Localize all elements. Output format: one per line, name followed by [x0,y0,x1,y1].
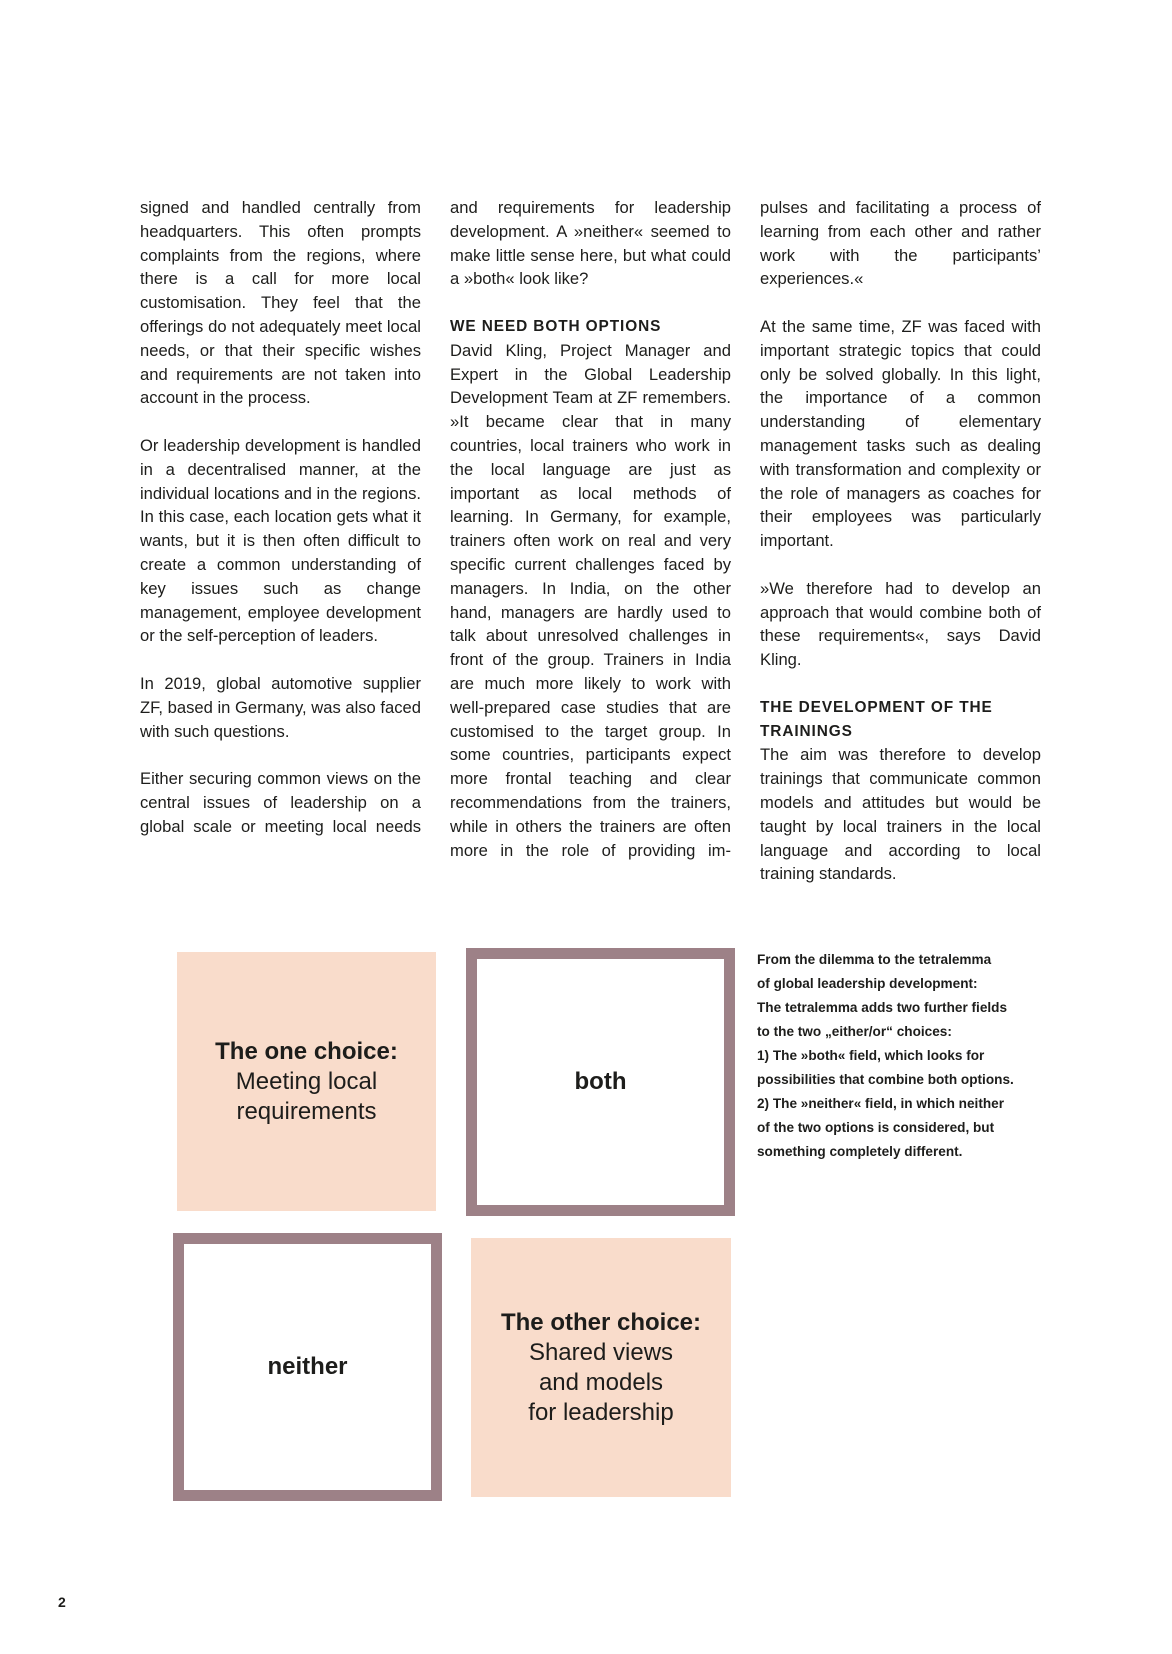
paragraph: In 2019, global automotive supplier ZF, based in Germany, was also faced with such questions. [140,673,421,741]
other-choice-content [471,1308,731,1428]
caption-line: possibilities that combine both options. [757,1072,1014,1087]
text-column-1 [140,196,421,886]
caption-line: to the two „either/or“ choices: [757,1024,952,1039]
caption-line: The tetralemma adds two further fields [757,1000,1008,1015]
other-choice-box [471,1238,731,1497]
diagram-caption [757,948,1037,1164]
text-column-2 [450,196,731,886]
article-columns [140,196,1042,886]
one-choice-content [177,1037,436,1127]
neither-box [173,1233,442,1501]
text-column-3 [760,196,1041,886]
caption-line: From the dilemma to the tetralemma [757,952,992,967]
both-label: both [574,1068,627,1095]
other-choice-text: for leadership [528,1398,674,1426]
section-heading: WE NEED BOTH OPTIONS [450,317,662,335]
other-choice-title: The other choice: [500,1308,702,1336]
caption-line: 1) The »both« field, which looks for [757,1048,985,1063]
paragraph: At the same time, ZF was faced with important strategic topics that could only be solved globally. In this light, the importance of a common understanding of elementary management tasks such as dealing with transformation and complexity or the role of managers as coaches for their employees was particularly important. [760,316,1041,551]
other-choice-text: and models [538,1368,664,1396]
paragraph: Or leadership development is handled in a decentralised manner, at the individual locations and in the regions. In this case, each location gets what it wants, but it is then often difficult to create a common understanding of key issues such as change management, employee development or the self-perception of leaders. [140,435,421,646]
caption-line: of global leadership development: [757,976,978,991]
paragraph: signed and handled centrally from headquarters. This often prompts complaints from the regions, where there is a call for more local customisation. They feel that the offerings do not adequately meet local needs, or that their specific wishes and requirements are not taken into account in the process. [140,198,421,408]
one-choice-text: requirements [236,1097,377,1125]
both-box [466,948,735,1216]
neither-label: neither [267,1353,348,1380]
paragraph: »We therefore had to develop an approach that would combine both of these requirements«, says David Kling. [760,578,1041,670]
other-choice-text: Shared views [528,1338,674,1366]
caption-line: 2) The »neither« field, in which neither [757,1096,1004,1111]
one-choice-box [177,952,436,1211]
section-heading: THE DEVELOPMENT OF THE TRAININGS [760,698,993,740]
paragraph: David Kling, Project Manager and Expert in the Global Leadership Development Team at ZF remembers. »It became clear that in many countries, local trainers who work in the local language are just as important as local methods of learning. In Germany, for example, trainers often work on real and very specific current challenges faced by managers. In India, on the other hand, managers are hardly used to talk about unresolved challenges in front of the group. Trainers in India are much more likely to work with well-prepared case studies that are customised to the target group. In some countries, participants expect more frontal teaching and clear recommendations from the trainers, while in others the trainers are often more in the role of providing im- [450,340,731,860]
one-choice-text: Meeting local [235,1067,378,1095]
paragraph: and requirements for leadership development. A »neither« seemed to make little sense here, but what could a »both« look like? [450,198,731,289]
page-number: 2 [58,1594,66,1610]
caption-line: of the two options is considered, but [757,1120,995,1135]
paragraph: The aim was therefore to develop trainings that communicate common models and attitudes but would be taught by local trainers in the local language and according to local training standards. [760,745,1041,884]
one-choice-title: The one choice: [215,1037,398,1065]
caption-line: something completely different. [757,1144,963,1159]
paragraph: pulses and facilitating a process of learning from each other and rather work with the participants’ experiences.« [760,198,1041,289]
paragraph: Either securing common views on the central issues of leadership on a global scale or meeting local needs [140,769,421,836]
